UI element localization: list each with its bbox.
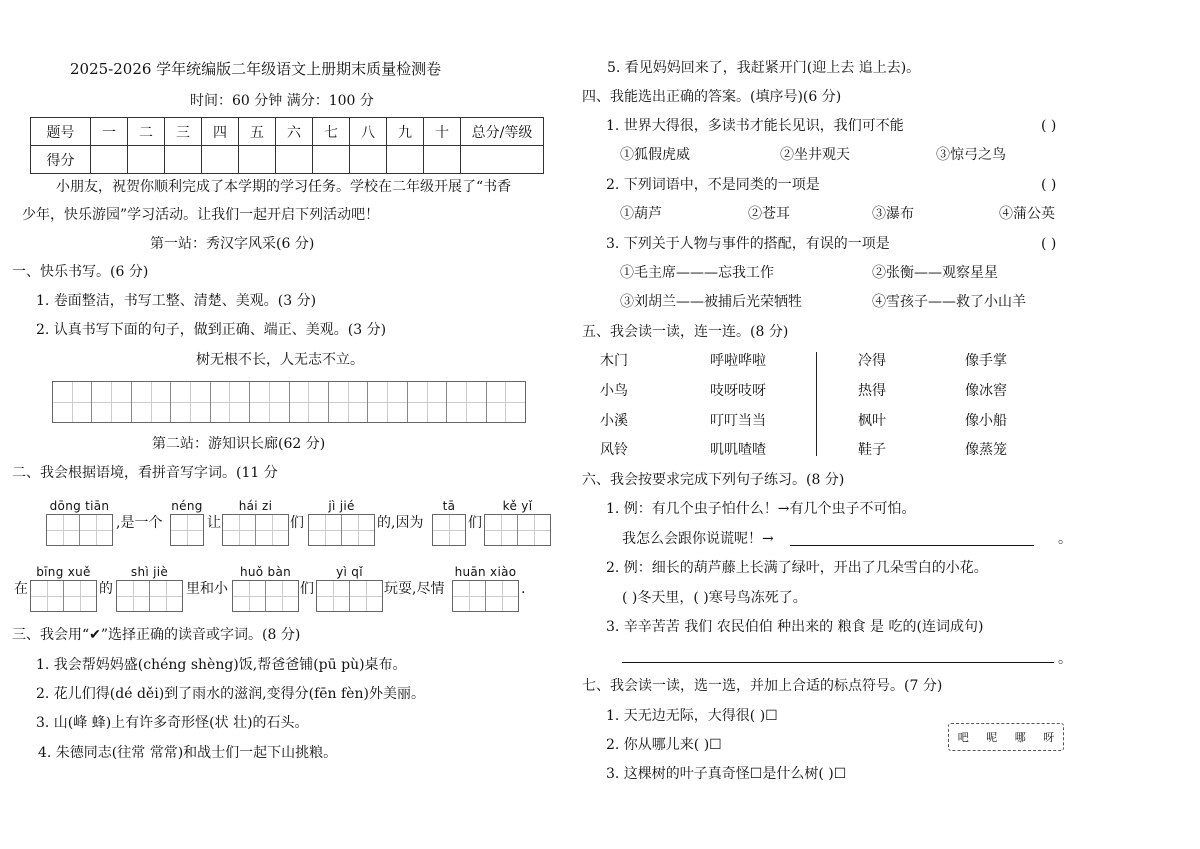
match-subject[interactable]: 热得	[858, 383, 886, 399]
matching-divider	[816, 352, 817, 456]
pinyin-box-haizi[interactable]	[222, 498, 289, 546]
writing-cell[interactable]	[171, 382, 210, 422]
fill-text: 们	[290, 515, 304, 531]
q3-option-4: ④雪孩子——救了小山羊	[872, 294, 1026, 310]
section-6-q1-prompt: 我怎么会跟你说谎呢！→	[622, 531, 774, 547]
section-7-item-2[interactable]: 2. 你从哪儿来( )☐	[606, 737, 722, 753]
pinyin-box-dongtian[interactable]	[46, 498, 113, 546]
word-bank-item: 哪	[1014, 731, 1026, 744]
score-header-cell: 三	[165, 118, 202, 146]
pinyin-label: huǒ bàn	[239, 565, 292, 579]
score-cell[interactable]	[239, 146, 276, 174]
score-header-cell: 八	[350, 118, 387, 146]
q1-option-3: ③惊弓之鸟	[936, 147, 1006, 163]
exam-title: 2025-2026 学年统编版二年级语文上册期末质量检测卷	[70, 60, 442, 78]
match-sound[interactable]: 呼啦哗啦	[710, 353, 766, 369]
score-row-label: 得分	[31, 146, 91, 174]
pinyin-label: kě yǐ	[502, 499, 533, 513]
match-noun[interactable]: 风铃	[600, 442, 628, 458]
score-cell[interactable]	[91, 146, 128, 174]
score-header-cell: 四	[202, 118, 239, 146]
score-cell[interactable]	[424, 146, 461, 174]
pinyin-box-jijie[interactable]	[308, 498, 375, 546]
section-4-title: 四、我能选出正确的答案。(填序号)(6 分)	[582, 89, 842, 105]
section-3-item-2[interactable]: 2. 花儿们得(dé děi)到了雨水的滋润,变得分(fēn fèn)外美丽。	[36, 686, 425, 702]
match-sound[interactable]: 叮叮当当	[710, 413, 766, 429]
match-sound[interactable]: 吱呀吱呀	[710, 383, 766, 399]
score-header-cell: 六	[276, 118, 313, 146]
score-cell[interactable]	[276, 146, 313, 174]
pinyin-label: yì qǐ	[336, 565, 363, 579]
section-4-q1: 1. 世界大得很，多读书才能长见识，我们可不能	[606, 118, 904, 134]
pinyin-box-keyi[interactable]	[484, 498, 551, 546]
section-6-q1: 1. 例：有几个虫子怕什么！→有几个虫子不可怕。	[606, 501, 916, 517]
q2-option-2: ②苍耳	[748, 206, 790, 222]
score-table-header-row	[31, 118, 544, 146]
answer-paren[interactable]: ( )	[1041, 236, 1057, 252]
q2-option-4: ④蒲公英	[999, 206, 1055, 222]
match-subject[interactable]: 枫叶	[858, 413, 886, 429]
score-cell[interactable]	[202, 146, 239, 174]
pinyin-box-yiqi[interactable]	[316, 564, 383, 612]
match-simile[interactable]: 像冰窖	[965, 383, 1007, 399]
score-table	[30, 117, 544, 174]
section-7-item-1[interactable]: 1. 天无边无际，大得很( )☐	[606, 708, 778, 724]
fill-text: 的	[99, 581, 113, 597]
score-header-cell: 题号	[31, 118, 91, 146]
score-cell[interactable]	[461, 146, 544, 174]
score-header-cell: 一	[91, 118, 128, 146]
fill-text: 里和小	[186, 581, 228, 597]
score-cell[interactable]	[128, 146, 165, 174]
section-2-title: 二、我会根据语境，看拼音写字词。(11 分	[12, 465, 278, 481]
intro-line-2: 少年，快乐游园”学习活动。让我们一起开启下列活动吧！	[22, 207, 380, 223]
pinyin-label: néng	[171, 499, 203, 513]
writing-cell[interactable]	[408, 382, 447, 422]
pinyin-label: jì jié	[328, 499, 355, 513]
section-3-item-3[interactable]: 3. 山(峰 蜂)上有许多奇形怪(状 壮)的石头。	[36, 715, 309, 731]
section-6-q2-blanks[interactable]: ( )冬天里，( )寒号鸟冻死了。	[622, 590, 807, 606]
pinyin-box-huoban[interactable]	[232, 564, 299, 612]
fill-text: 的,因为	[377, 515, 424, 531]
pinyin-label: dōng tiān	[49, 499, 110, 513]
match-subject[interactable]: 鞋子	[858, 442, 886, 458]
pinyin-box-huanxiao[interactable]	[452, 564, 519, 612]
answer-line[interactable]	[790, 545, 1034, 546]
fill-text: 玩耍,尽情	[384, 581, 445, 597]
word-bank-item: 呢	[986, 731, 998, 744]
writing-cell[interactable]	[447, 382, 486, 422]
writing-cell[interactable]	[250, 382, 289, 422]
writing-cell[interactable]	[290, 382, 329, 422]
period-mark: 。	[1058, 651, 1072, 667]
answer-line[interactable]	[622, 662, 1054, 663]
score-header-cell: 二	[128, 118, 165, 146]
section-5-title: 五、我会读一读，连一连。(8 分)	[582, 324, 789, 340]
section-3-item-1[interactable]: 1. 我会帮妈妈盛(chéng shèng)饭,帮爸爸铺(pū pù)桌布。	[36, 657, 407, 673]
word-bank-item: 呀	[1043, 731, 1055, 744]
match-noun[interactable]: 小鸟	[600, 383, 628, 399]
q1-option-2: ②坐井观天	[780, 147, 850, 163]
score-header-cell: 九	[387, 118, 424, 146]
pinyin-box-shijie[interactable]	[116, 564, 183, 612]
match-simile[interactable]: 像小船	[965, 413, 1007, 429]
match-subject[interactable]: 冷得	[858, 353, 886, 369]
score-cell[interactable]	[350, 146, 387, 174]
pinyin-label: hái zi	[238, 499, 273, 513]
fill-text: 让	[207, 515, 221, 531]
writing-cell[interactable]	[487, 382, 525, 422]
q2-option-3: ③瀑布	[872, 206, 914, 222]
section-3-item-4[interactable]: 4. 朱德同志(往常 常常)和战士们一起下山挑粮。	[38, 745, 338, 761]
match-simile[interactable]: 像蒸笼	[965, 442, 1007, 458]
fill-text: .	[521, 581, 526, 597]
match-noun[interactable]: 木门	[600, 353, 628, 369]
fill-text: 们	[300, 581, 314, 597]
section-3-item-5[interactable]: 5. 看见妈妈回来了，我赶紧开门(迎上去 追上去)。	[607, 60, 921, 76]
pinyin-label: tā	[442, 499, 456, 513]
score-cell[interactable]	[165, 146, 202, 174]
exam-subtitle: 时间：60 分钟 满分：100 分	[190, 93, 374, 109]
writing-cell[interactable]	[368, 382, 407, 422]
pinyin-box-ta[interactable]	[432, 498, 466, 546]
q3-option-3: ③刘胡兰——被捕后光荣牺牲	[620, 294, 802, 310]
fill-text: ,是一个	[116, 515, 163, 531]
fill-text: 们	[468, 515, 482, 531]
fill-text: 在	[14, 581, 28, 597]
writing-grid[interactable]	[52, 381, 526, 423]
score-header-cell: 七	[313, 118, 350, 146]
answer-paren[interactable]: ( )	[1041, 177, 1057, 193]
writing-cell[interactable]	[132, 382, 171, 422]
writing-cell[interactable]	[92, 382, 131, 422]
section-7-title: 七、我会读一读，选一选，并加上合适的标点符号。(7 分)	[582, 678, 943, 694]
writing-cell[interactable]	[53, 382, 92, 422]
writing-cell[interactable]	[329, 382, 368, 422]
score-header-cell: 总分/等级	[461, 118, 544, 146]
station-1-heading: 第一站：秀汉字风采(6 分)	[150, 236, 315, 252]
station-2-heading: 第二站：游知识长廊(62 分)	[152, 436, 326, 452]
period-mark: 。	[1058, 531, 1072, 547]
q3-option-1: ①毛主席———忘我工作	[620, 265, 774, 281]
score-header-cell: 十	[424, 118, 461, 146]
pinyin-label: huān xiào	[454, 565, 517, 579]
answer-paren[interactable]: ( )	[1041, 118, 1057, 134]
pinyin-label: bīng xuě	[36, 565, 91, 579]
section-3-title: 三、我会用“✔”选择正确的读音或字词。(8 分)	[12, 627, 301, 643]
section-1-q1: 1. 卷面整洁，书写工整、清楚、美观。(3 分)	[36, 293, 317, 309]
q3-option-2: ②张衡——观察星星	[872, 265, 998, 281]
q2-option-1: ①葫芦	[620, 206, 662, 222]
section-6-q3: 3. 辛辛苦苦 我们 农民伯伯 种出来的 粮食 是 吃的(连词成句)	[606, 619, 984, 635]
intro-line-1: 小朋友，祝贺你顺利完成了本学期的学习任务。学校在二年级开展了“书香	[56, 179, 512, 195]
model-sentence: 树无根不长，人无志不立。	[196, 352, 364, 368]
pinyin-label: shì jiè	[130, 565, 169, 579]
score-table-score-row	[31, 146, 544, 174]
section-7-item-3[interactable]: 3. 这棵树的叶子真奇怪☐是什么树( )☐	[606, 766, 847, 782]
match-simile[interactable]: 像手掌	[965, 353, 1007, 369]
section-1-title: 一、快乐书写。(6 分)	[12, 264, 149, 280]
score-header-cell: 五	[239, 118, 276, 146]
section-4-q3: 3. 下列关于人物与事件的搭配，有误的一项是	[606, 236, 890, 252]
section-6-title: 六、我会按要求完成下列句子练习。(8 分)	[582, 472, 845, 488]
q1-option-1: ①狐假虎威	[620, 147, 690, 163]
word-bank-item: 吧	[957, 731, 969, 744]
score-cell[interactable]	[313, 146, 350, 174]
section-6-q2: 2. 例：细长的葫芦藤上长满了绿叶，开出了几朵雪白的小花。	[606, 560, 988, 576]
writing-cell[interactable]	[211, 382, 250, 422]
score-cell[interactable]	[387, 146, 424, 174]
match-noun[interactable]: 小溪	[600, 413, 628, 429]
word-bank	[948, 723, 1064, 751]
pinyin-box-neng[interactable]	[170, 498, 204, 546]
pinyin-box-bingxue[interactable]	[30, 564, 97, 612]
section-4-q2: 2. 下列词语中，不是同类的一项是	[606, 177, 820, 193]
match-sound[interactable]: 叽叽喳喳	[710, 442, 766, 458]
section-1-q2: 2. 认真书写下面的句子，做到正确、端正、美观。(3 分)	[36, 322, 387, 338]
